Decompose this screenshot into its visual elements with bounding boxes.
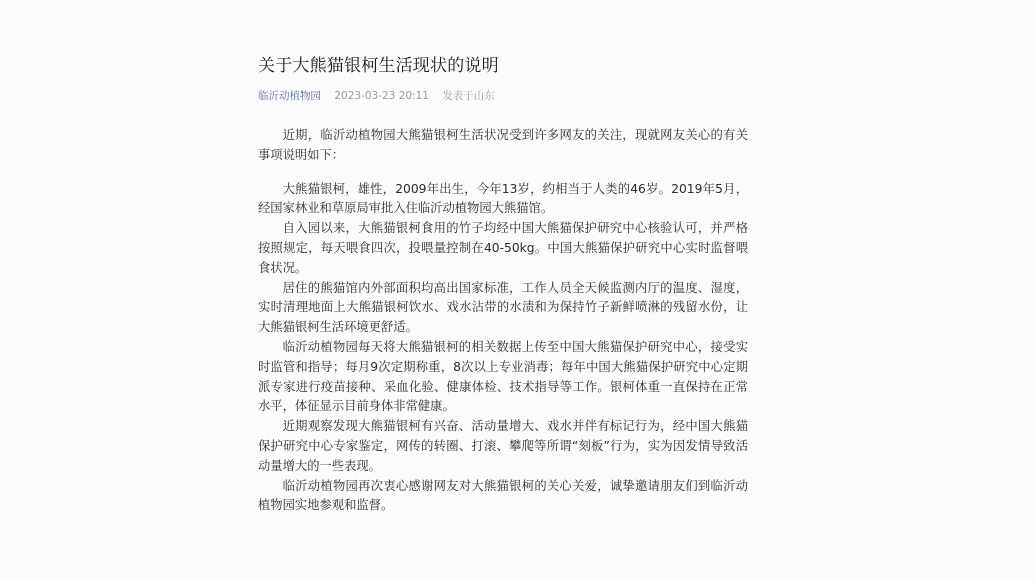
article-title: 关于大熊猫银柯生活现状的说明 [258,56,499,76]
paragraph-intro: 近期，临沂动植物园大熊猫银柯生活状况受到许多网友的关注，现就网友关心的有关事项说明如下： [258,128,748,162]
source-account-link[interactable]: 临沂动植物园 [258,90,321,102]
paragraph-behavior: 近期观察发现大熊猫银柯有兴奋、活动量增大、戏水并伴有标记行为，经中国大熊猫保护研究中心专家鉴定，网传的转圈、打滚、攀爬等所谓“刻板”行为，实为因发情导致活动量增大的一些表现。 [258,419,748,473]
article [258,52,758,516]
publish-time: 2023-03-23 20:11 [334,90,429,102]
paragraph-habitat: 居住的熊猫馆内外部面积均高出国家标准，工作人员全天候监测内厅的温度、湿度，实时清理地面上大熊猫银柯饮水、戏水沾带的水渍和为保持竹子新鲜喷淋的残留水份，让大熊猫银柯生活环境更舒适。 [258,280,748,335]
paragraph-closing: 临沂动植物园再次衷心感谢网友对大熊猫银柯的关心关爱，诚挚邀请朋友们到临沂动植物园实地参观和监督。 [258,478,748,513]
article-body [258,126,758,516]
publish-location: 发表于山东 [442,90,495,102]
paragraph-monitoring: 临沂动植物园每天将大熊猫银柯的相关数据上传至中国大熊猫保护研究中心，接受实时监管和指导；每月9次定期称重，8次以上专业消毒；每年中国大熊猫保护研究中心定期派专家进行疫苗接种、采血化验、健康体检、技术指导等工作。银柯体重一直保持在正常水平，体征显示目前身体非常健康。 [258,339,748,414]
article-meta [258,88,758,104]
paragraph-basic-info: 大熊猫银柯，雄性，2009年出生，今年13岁，约相当于人类的46岁。2019年5月，经国家林业和草原局审批入住临沂动植物园大熊猫馆。 [258,181,748,216]
paragraph-feeding: 自入园以来，大熊猫银柯食用的竹子均经中国大熊猫保护研究中心核验认可，并严格按照规定，每天喂食四次，投喂量控制在40-50kg。中国大熊猫保护研究中心实时监督喂食状况。 [258,221,748,275]
paragraph-gap [258,166,758,180]
